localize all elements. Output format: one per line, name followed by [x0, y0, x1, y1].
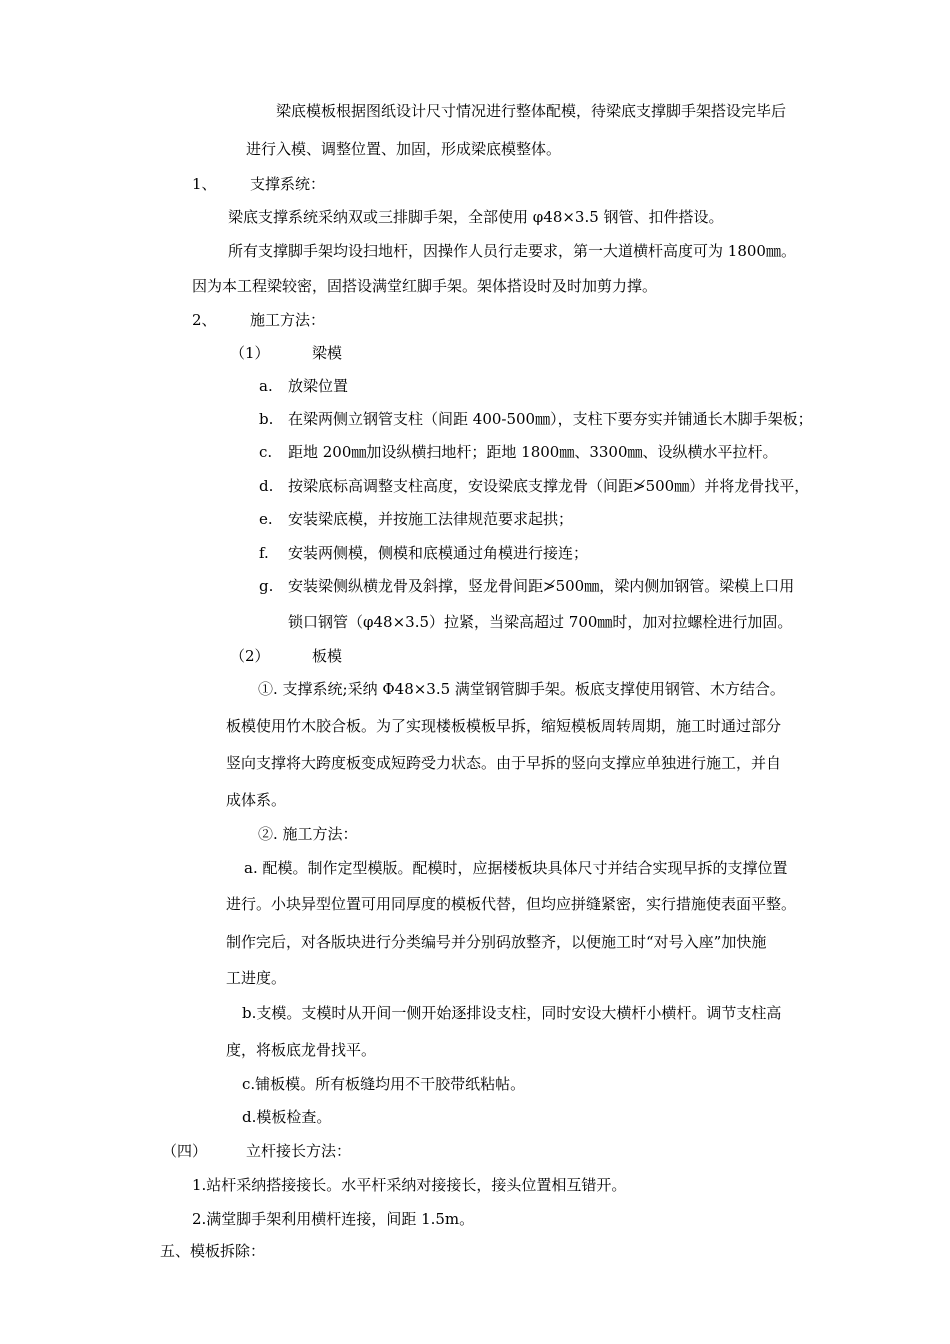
section4-heading: 立杆接长方法：: [246, 1142, 352, 1160]
beam-item-text: 距地 200㎜加设纵横扫地杆；距地 1800㎜、3300㎜、设纵横水平拉杆。: [288, 443, 778, 461]
slab-method-c-line: c.铺板模。所有板缝均用不干胶带纸粘帖。: [242, 1075, 526, 1093]
beam-item-mark: d.: [259, 477, 274, 495]
beam-item-mark: b.: [259, 410, 274, 428]
beam-item-mark: g.: [259, 577, 274, 595]
beam-item-mark: a.: [259, 377, 273, 395]
slab-method-a-line: 工进度。: [226, 969, 287, 987]
section4-number: （四）: [162, 1142, 208, 1160]
beam-item-text: 安装两侧模，侧模和底模通过角模进行接连；: [288, 544, 589, 562]
beam-subsection-number: （1）: [230, 344, 270, 362]
slab-method-a-line: 进行。小块异型位置可用同厚度的模板代替，但均应拼缝紧密，实行措施使表面平整。: [226, 895, 797, 913]
slab-support-line: ①. 支撑系统;采纳 Φ48×3.5 满堂钢管脚手架。板底支撑使用钢管、木方结合。: [258, 680, 785, 698]
beam-item-text: 在梁两侧立钢管支柱（间距 400-500㎜），支柱下要夯实并铺通长木脚手架板；: [288, 410, 813, 428]
slab-subsection-heading: 板模: [312, 647, 343, 665]
beam-item-mark: c.: [259, 443, 273, 461]
slab-method-a-line: a. 配模。制作定型模版。配模时，应据楼板块具体尺寸并结合实现早拆的支撑位置: [244, 859, 788, 877]
beam-item-text: 按梁底标高调整支柱高度，安设梁底支撑龙骨（间距≯500㎜）并将龙骨找平，: [288, 477, 810, 495]
section1-paragraph-3: 因为本工程梁较密，固搭设满堂红脚手架。架体搭设时及时加剪力撑。: [192, 277, 658, 295]
beam-item-text: 放梁位置: [288, 377, 349, 395]
intro-line-1: 梁底模板根据图纸设计尺寸情况进行整体配模，待梁底支撑脚手架搭设完毕后: [276, 102, 787, 120]
slab-support-line: 竖向支撑将大跨度板变成短跨受力状态。由于早拆的竖向支撑应单独进行施工，并自: [226, 754, 782, 772]
beam-item-mark: f.: [259, 544, 269, 562]
section1-heading: 支撑系统：: [250, 175, 326, 193]
slab-method-a-line: 制作完后，对各版块进行分类编号并分别码放整齐，以便施工时“对号入座”加快施: [226, 933, 767, 951]
slab-method-d-line: d.模板检查。: [242, 1108, 332, 1126]
section4-item: 2.满堂脚手架利用横杆连接，间距 1.5m。: [192, 1210, 475, 1228]
slab-method-b-line: b.支模。支模时从开间一侧开始逐排设支柱，同时安设大横杆小横杆。调节支柱高: [242, 1004, 782, 1022]
slab-method-heading: ②. 施工方法：: [258, 825, 358, 843]
beam-item-text: 安装梁侧纵横龙骨及斜撑，竖龙骨间距≯500㎜，梁内侧加钢管。梁模上口用: [288, 577, 795, 595]
beam-item-continuation: 锁口钢管（φ48×3.5）拉紧，当梁高超过 700㎜时，加对拉螺栓进行加固。: [288, 613, 793, 631]
section4-item: 1.站杆采纳搭接接长。水平杆采纳对接接长，接头位置相互错开。: [192, 1176, 627, 1194]
section1-paragraph-2: 所有支撑脚手架均设扫地杆，因操作人员行走要求，第一大道横杆高度可为 1800㎜。: [228, 242, 796, 260]
slab-support-line: 板模使用竹木胶合板。为了实现楼板模板早拆，缩短模板周转周期，施工时通过部分: [226, 717, 782, 735]
intro-line-2: 进行入模、调整位置、加固，形成梁底模整体。: [246, 140, 562, 158]
section2-number: 2、: [192, 311, 217, 329]
section1-paragraph-1: 梁底支撑系统采纳双或三排脚手架，全部使用 φ48×3.5 钢管、扣件搭设。: [228, 208, 724, 226]
beam-item-mark: e.: [259, 510, 273, 528]
beam-subsection-heading: 梁模: [312, 344, 343, 362]
slab-support-line: 成体系。: [226, 791, 287, 809]
section5-heading: 五、模板拆除：: [160, 1242, 266, 1260]
section1-number: 1、: [192, 175, 217, 193]
slab-method-b-line: 度，将板底龙骨找平。: [226, 1041, 377, 1059]
slab-subsection-number: （2）: [230, 647, 270, 665]
section2-heading: 施工方法：: [250, 311, 326, 329]
beam-item-text: 安装梁底模，并按施工法律规范要求起拱；: [288, 510, 574, 528]
